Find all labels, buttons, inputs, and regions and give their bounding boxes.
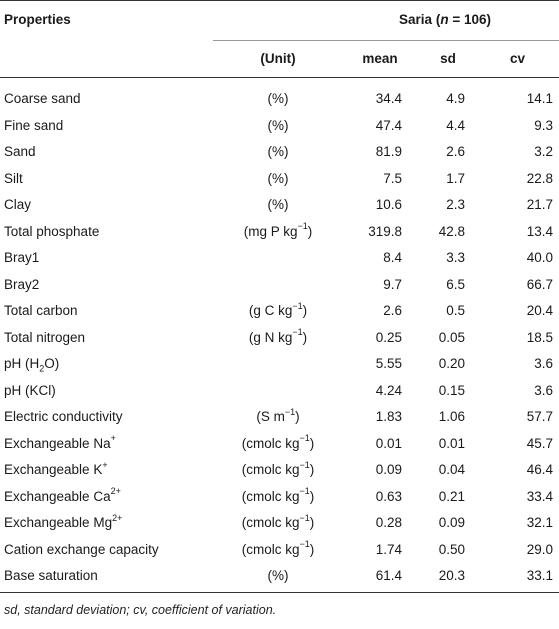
cell-cv: 46.4 — [526, 462, 553, 477]
table-row — [0, 404, 559, 431]
cell-cv: 33.1 — [526, 568, 553, 583]
cell-mean: 0.09 — [375, 462, 402, 477]
cell-mean: 7.5 — [383, 170, 402, 186]
table-footnote: sd, standard deviation; cv, coefficient of variation. — [4, 603, 277, 617]
cell-unit: (%) — [267, 568, 289, 583]
table-row — [0, 166, 559, 193]
cell-property: Base saturation — [4, 568, 98, 583]
cell-cv: 32.1 — [526, 515, 553, 530]
cell-unit: (cmolc $kg^{-1}$) — [241, 512, 315, 530]
cell-mean: 9.7 — [383, 276, 402, 292]
cell-property: Total phosphate — [4, 223, 100, 239]
cell-sd: 0.50 — [438, 541, 465, 557]
cell-cv: 3.6 — [534, 356, 553, 371]
cell-cv: 33.4 — [526, 488, 553, 504]
cell-sd: 0.05 — [438, 329, 465, 345]
cell-sd: 0.09 — [438, 515, 465, 530]
cell-property: Total carbon — [4, 303, 78, 318]
table-row — [0, 378, 559, 405]
header-cv: cv — [509, 51, 526, 66]
cell-sd: 0.01 — [438, 435, 465, 451]
cell-mean: 61.4 — [375, 568, 402, 583]
cell-unit: (%) — [267, 91, 289, 106]
cell-cv: 57.7 — [526, 409, 553, 424]
header-rule — [0, 77, 559, 78]
header-group: Saria (n = 106) — [399, 12, 491, 27]
table-row — [0, 457, 559, 484]
cell-property: Cation exchange capacity — [4, 541, 159, 557]
cell-sd: 0.04 — [438, 462, 465, 477]
cell-mean: 34.4 — [375, 91, 402, 106]
cell-property: Exchangeable $Ca^{2+}$ — [4, 486, 121, 504]
cell-mean: 2.6 — [383, 303, 402, 318]
cell-property: Silt — [4, 170, 23, 186]
cell-mean: 81.9 — [375, 144, 402, 159]
cell-property: Exchangeable K+ — [4, 459, 108, 477]
table-row — [0, 245, 559, 272]
cell-unit: (%) — [267, 117, 289, 133]
cell-unit: (S $m^{-1}$) — [256, 406, 300, 424]
cell-unit: (%) — [267, 170, 289, 186]
cell-cv: 3.2 — [534, 144, 553, 159]
header-sd: sd — [440, 51, 456, 66]
cell-mean: 5.55 — [375, 356, 402, 371]
cell-sd: 0.21 — [438, 488, 465, 504]
cell-unit: (mg P $kg^{-1}$) — [243, 221, 313, 239]
cell-property: Coarse sand — [4, 91, 81, 106]
cell-sd: 0.15 — [438, 382, 465, 398]
cell-unit: (cmolc $kg^{-1}$) — [241, 539, 315, 557]
cell-cv: 9.3 — [534, 117, 553, 133]
cell-mean: 8.4 — [383, 250, 402, 265]
cell-property: Total nitrogen — [4, 329, 86, 345]
cell-mean: 4.24 — [375, 382, 402, 398]
cell-cv: 14.1 — [526, 91, 553, 106]
table-row — [0, 431, 559, 458]
cell-sd: 0.20 — [438, 356, 465, 371]
cell-sd: 20.3 — [438, 568, 465, 583]
cell-sd: 3.3 — [446, 250, 465, 265]
cell-mean: 1.83 — [375, 409, 402, 424]
header-properties: Properties — [4, 12, 71, 27]
cell-property: Fine sand — [4, 117, 64, 133]
table-row — [0, 272, 559, 299]
cell-cv: 21.7 — [526, 197, 553, 212]
header-unit: (Unit) — [260, 51, 296, 66]
header-row-1 — [0, 0, 559, 40]
cell-mean: 0.01 — [375, 435, 402, 451]
cell-cv: 20.4 — [526, 303, 553, 318]
cell-cv: 40.0 — [526, 250, 553, 265]
cell-mean: 47.4 — [375, 117, 402, 133]
cell-sd: 4.9 — [446, 91, 465, 106]
table-row — [0, 351, 559, 378]
cell-property: Exchangeable $Mg^{2+}$ — [4, 512, 123, 530]
cell-cv: 29.0 — [526, 541, 553, 557]
cell-unit: (cmolc $kg^{-1}$) — [241, 433, 315, 451]
cell-cv: 18.5 — [526, 329, 553, 345]
cell-property: pH $(H_2O)$ — [4, 356, 60, 374]
cell-mean: 0.28 — [375, 515, 402, 530]
cell-sd: 1.7 — [446, 170, 465, 186]
cell-property: pH (KCl) — [4, 382, 56, 398]
cell-property: Bray1 — [4, 250, 40, 265]
cell-mean: 0.63 — [375, 488, 402, 504]
cell-sd: 6.5 — [446, 276, 465, 292]
table-row — [0, 563, 559, 590]
table-row — [0, 510, 559, 537]
cell-property: Bray2 — [4, 276, 40, 292]
cell-sd: 2.3 — [446, 197, 465, 212]
cell-sd: 2.6 — [446, 144, 465, 159]
bottom-rule — [0, 592, 559, 593]
table-row — [0, 325, 559, 352]
cell-unit: (%) — [267, 144, 289, 159]
cell-cv: 13.4 — [526, 223, 553, 239]
table-row — [0, 219, 559, 246]
table-body — [0, 86, 559, 590]
table-row — [0, 139, 559, 166]
cell-property: Clay — [4, 197, 32, 212]
cell-unit: (g C $kg^{-1}$) — [248, 300, 308, 318]
cell-property: Exchangeable Na+ — [4, 433, 116, 451]
table-row — [0, 484, 559, 511]
cell-property: Electric conductivity — [4, 409, 123, 424]
cell-unit: (g N $kg^{-1}$) — [248, 327, 308, 345]
cell-cv: 45.7 — [526, 435, 553, 451]
cell-sd: 4.4 — [446, 117, 465, 133]
header-group-n: (n = 106) — [435, 12, 491, 27]
cell-cv: 22.8 — [526, 170, 553, 186]
table-row — [0, 192, 559, 219]
cell-mean: 0.25 — [375, 329, 402, 345]
cell-unit: (cmolc $kg^{-1}$) — [241, 486, 315, 504]
table-row — [0, 113, 559, 140]
cell-mean: 319.8 — [368, 223, 402, 239]
cell-sd: 42.8 — [438, 223, 465, 239]
table-row — [0, 537, 559, 564]
cell-unit: (cmolc $kg^{-1}$) — [241, 459, 315, 477]
cell-mean: 1.74 — [375, 541, 402, 557]
cell-sd: 1.06 — [438, 409, 465, 424]
table-row — [0, 86, 559, 113]
cell-cv: 66.7 — [526, 276, 553, 292]
header-row-2 — [0, 40, 559, 77]
cell-unit: (%) — [267, 197, 289, 212]
cell-property: Sand — [4, 144, 36, 159]
cell-cv: 3.6 — [534, 382, 553, 398]
cell-mean: 10.6 — [375, 197, 402, 212]
cell-sd: 0.5 — [446, 303, 465, 318]
table-row — [0, 298, 559, 325]
header-mean: mean — [362, 51, 398, 66]
